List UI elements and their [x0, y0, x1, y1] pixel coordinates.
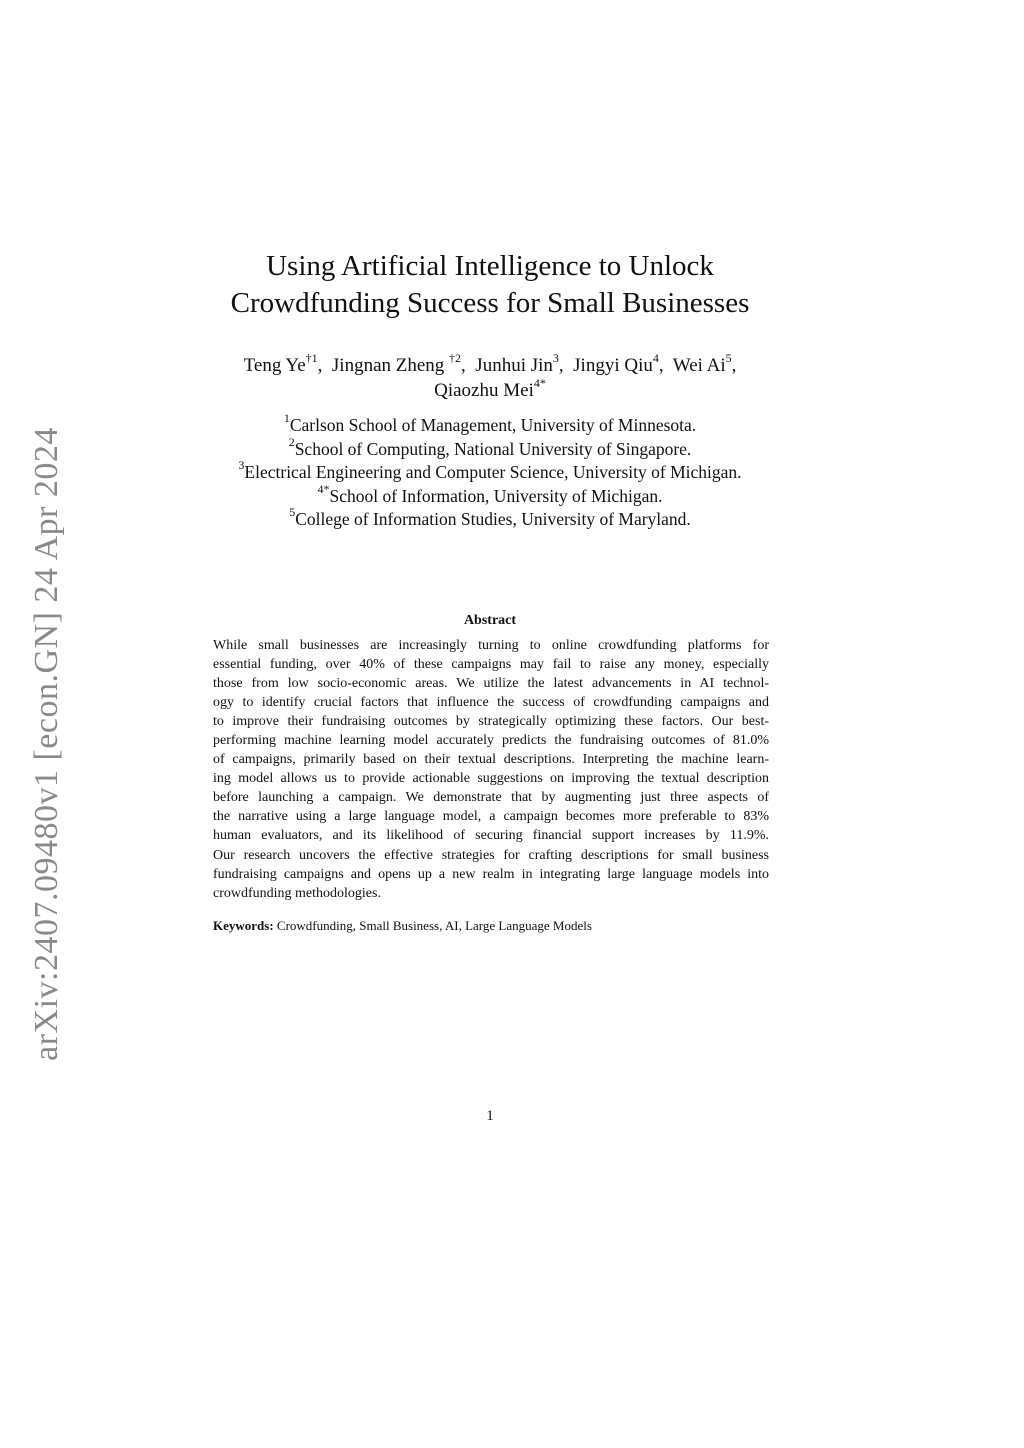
keywords-text: Crowdfunding, Small Business, AI, Large Language Models [273, 918, 592, 933]
author-affiliation-mark: 3 [552, 350, 559, 365]
keywords-label: Keywords: [213, 918, 274, 933]
author-name: Jingyi Qiu [573, 355, 653, 376]
author-entry [331, 350, 466, 376]
abstract-line: While small businesses are increasingly turning to online crowdfunding platforms for [213, 638, 769, 653]
author-name: Teng Ye [243, 355, 306, 376]
affiliation-text: College of Information Studies, University of Maryland. [295, 509, 691, 529]
abstract-body [213, 636, 769, 903]
abstract-line: essential funding, over 40% of these campaigns may fail to raise any money, especially [213, 657, 769, 673]
abstract-line: those from low socio-economic areas. We utilize the latest advancements in AI technol- [213, 676, 769, 692]
keywords-line [213, 917, 769, 935]
author-entry [243, 350, 323, 376]
affiliation-mark: 5 [289, 505, 296, 520]
abstract-line: the narrative using a large language model, a campaign becomes more preferable to 83% [213, 809, 769, 825]
affiliation-mark: 2 [288, 434, 295, 449]
affiliation-mark: 4* [317, 481, 330, 496]
affiliation-item [200, 411, 780, 438]
author-name: Qiaozhu Mei [434, 380, 534, 401]
author-separator: , [317, 355, 323, 376]
author-separator: , [658, 355, 664, 376]
author-affiliation-mark: 4* [533, 375, 546, 390]
abstract-line: Our research uncovers the effective strategies for crafting descriptions for small business [213, 847, 769, 863]
author-entry [672, 350, 737, 376]
abstract-line: to improve their fundraising outcomes by strategically optimizing these factors. Our best- [213, 714, 769, 730]
author-entry [475, 350, 564, 376]
author-affiliation-mark: 5 [725, 350, 732, 365]
abstract-line: before launching a campaign. We demonstrate that by augmenting just three aspects of [213, 790, 769, 806]
affiliation-item [200, 458, 780, 485]
author-name: Wei Ai [672, 355, 726, 376]
abstract-heading: Abstract [463, 613, 517, 628]
abstract-line: fundraising campaigns and opens up a new realm in integrating large language models into [213, 866, 769, 882]
affiliation-mark: 1 [283, 411, 290, 426]
page-number: 1 [486, 1108, 494, 1124]
author-name: Junhui Jin [475, 355, 553, 376]
author-entry [573, 350, 664, 376]
abstract-line: performing machine learning model accurately predicts the fundraising outcomes of 81.0% [213, 733, 769, 749]
author-affiliation-mark: 4 [652, 350, 659, 365]
affiliation-item [200, 434, 780, 462]
affiliation-item [200, 481, 780, 509]
abstract-line: ing model allows us to provide actionable suggestions on improving the textual description [213, 771, 769, 787]
author-separator: , [558, 355, 564, 376]
arxiv-identifier-stamp: arXiv:2407.09480v1 [econ.GN] 24 Apr 2024 [28, 427, 65, 1061]
affiliation-text: Electrical Engineering and Computer Science, University of Michigan. [244, 462, 742, 482]
title-line-1: Using Artificial Intelligence to Unlock [266, 250, 714, 282]
author-affiliation-mark: †2 [449, 350, 462, 365]
author-separator: , [461, 355, 466, 376]
abstract-line: crowdfunding methodologies. [213, 885, 381, 901]
affiliation-item [200, 505, 780, 532]
affiliation-text: School of Information, University of Michigan. [329, 485, 663, 506]
abstract-line: ogy to identify crucial factors that influence the success of crowdfunding campaigns and [213, 695, 769, 711]
author-entry [434, 375, 546, 401]
abstract-line: human evaluators, and its likelihood of securing financial support increases by 11.9%. [213, 828, 769, 844]
author-list [200, 350, 780, 403]
affiliation-text: Carlson School of Management, University of Minnesota. [289, 415, 697, 435]
author-name: Jingnan Zheng [331, 355, 450, 376]
author-separator: , [731, 355, 737, 376]
paper-title [212, 248, 768, 322]
affiliation-text: School of Computing, National University of Singapore. [294, 438, 692, 459]
abstract-line: of campaigns, primarily based on their textual descriptions. Interpreting the machine learn- [213, 752, 769, 768]
affiliation-list [200, 411, 780, 532]
title-line-2: Crowdfunding Success for Small Businesses [230, 287, 750, 319]
affiliation-mark: 3 [238, 458, 245, 473]
author-affiliation-mark: †1 [305, 350, 318, 365]
